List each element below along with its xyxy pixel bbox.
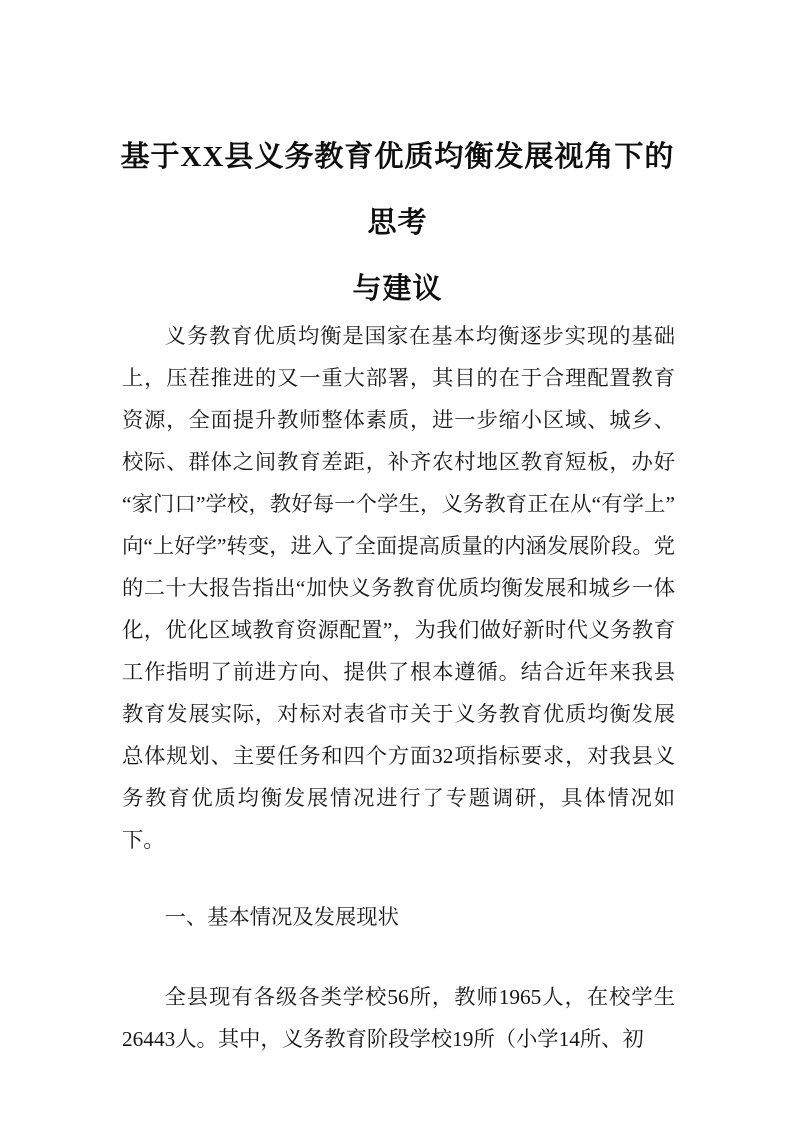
body-paragraph-1: 义务教育优质均衡是国家在基本均衡逐步实现的基础上，压茬推进的又一重大部署，其目的在于合理配置教育资源，全面提升教师整体素质，进一步缩小区域、城乡、校际、群体之间教育差距，补齐农村地区教育短板，办好“家门口”学校，教好每一个学生，义务教育正在从“有学上”向“上好学”转变，进入了全面提高质量的内涵发展阶段。党的二十大报告指出“加快义务教育优质均衡发展和城乡一体化，优化区域教育资源配置”，为我们做好新时代义务教育工作指明了前进方向、提供了根本遵循。结合近年来我县教育发展实际，对标对表省市关于义务教育优质均衡发展总体规划、主要任务和四个方面32项指标要求，对我县义务教育优质均衡发展情况进行了专题调研，具体情况如下。 [122, 324, 675, 852]
title-line-2: 与建议 [352, 273, 443, 306]
body-paragraph-2: 全县现有各级各类学校56所，教师1965人，在校学生26443人。其中，义务教育阶段学校19所（小学14所、初 [122, 985, 675, 1051]
document-title [120, 124, 675, 322]
document-body [122, 315, 675, 1060]
title-line-1: 基于XX县义务教育优质均衡发展视角下的思考 [120, 141, 675, 240]
section-heading-1: 一、基本情况及发展现状 [164, 905, 399, 929]
